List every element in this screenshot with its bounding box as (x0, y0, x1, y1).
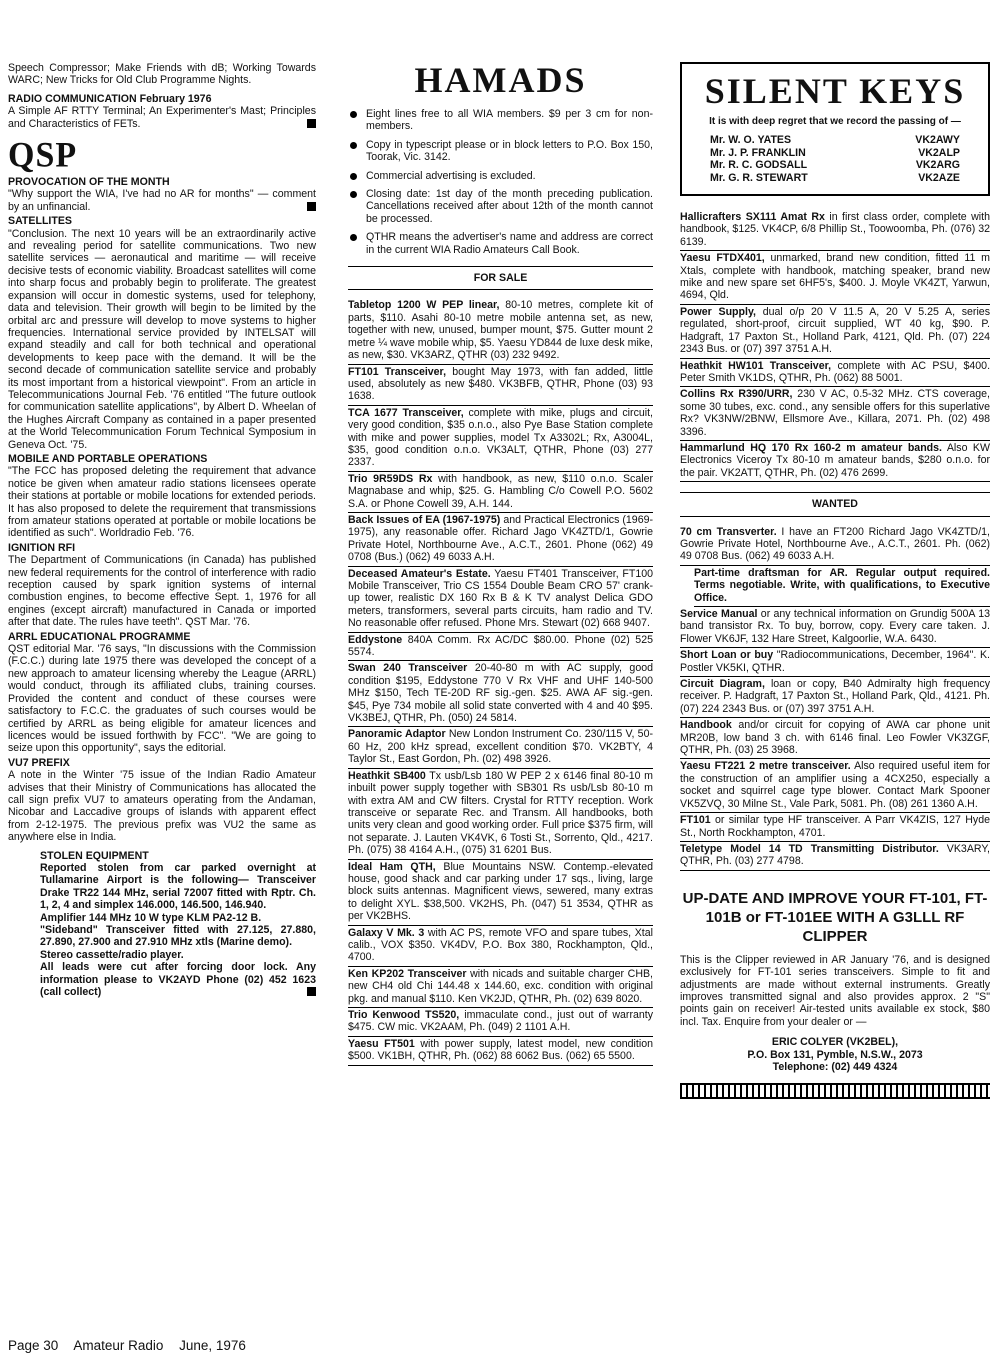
classified-ad (680, 525, 990, 566)
classified-ad (694, 566, 990, 607)
section-body: "The FCC has proposed deleting the requirement that advance notice be given when amateur radio stations licensees operate their stations at portable or mobile locations for extended periods. It has also proposed to delete the requirement that transmissions from amateur stations operated at portable or mobile locations be identified as such". Worldradio Feb. '76. (8, 465, 316, 540)
ad-title: Eddystone (348, 633, 403, 646)
hamads-rule (348, 188, 653, 225)
section-heading: VU7 PREFIX (8, 756, 70, 769)
for-sale-heading: FOR SALE (348, 266, 653, 290)
column-hamads (348, 62, 653, 1066)
silent-key-call: VK2AWY (915, 134, 960, 147)
silent-key-call: VK2ARG (915, 159, 960, 172)
classified-ad (348, 567, 653, 633)
ad-title: Teletype Model 14 TD Transmitting Distributor. (680, 842, 939, 855)
ad-text: 230 V AC, 0.5-32 MHz. CTS coverage, some 30 tubes, exc. cond., any sensible offers for this superlative Rx? VK3NW/2BNW, Ellsmore Ave., Killara, 2071. Ph. (02) 498 3396. (680, 388, 990, 438)
ad-text: or any technical information on Grundig 500A 13 band transistor Rx. To buy, borrow, copy. Every care taken. J. Flower VK6JF, 132 Hare Street, Kalgoorlie, W.A. 6430. (680, 608, 990, 645)
ad-title: Trio 9R59DS Rx (348, 472, 433, 485)
radio-comm-text: A Simple AF RTTY Terminal; An Experimenter's Mast; Principles and Characteristics of FETs. (8, 105, 316, 130)
section-heading: ARRL EDUCATIONAL PROGRAMME (8, 630, 191, 643)
silent-key-call: VK2AZE (918, 171, 960, 184)
ad-title: Ken KP202 Transceiver (348, 967, 467, 980)
silent-key-entry (692, 172, 978, 184)
ad-text: Part-time draftsman for AR. Regular output required. Terms negotiable. Write, with qualifications, to Executive Office. (694, 566, 990, 604)
end-mark-icon (307, 987, 316, 996)
ad-text: 840A Comm. Rx AC/DC $80.00. Phone (02) 525 5574. (348, 633, 653, 659)
stolen-item-text: "Sideband" Transceiver fitted with 27.125, 27.880, 27.890, 27.900 and 27.910 MHz xtls (Marine demo). (40, 924, 316, 949)
ad-text: with power supply, latest model, new condition $500. VK1BH, QTHR, Ph. (062) 88 6062 Bus. (062) 65 5500. (348, 1037, 653, 1063)
classified-ad (680, 607, 990, 648)
silent-key-name: Mr. R. C. GODSALL (710, 159, 808, 172)
classified-ad (680, 441, 990, 482)
hamads-rule (348, 108, 653, 133)
radio-comm-heading: RADIO COMMUNICATION February 1976 (8, 92, 212, 105)
rule-text: Closing date: 1st day of the month preceding publication. Cancellations received after about 12th of the month cannot be processed. (366, 188, 653, 225)
wanted-heading: WANTED (680, 492, 990, 516)
ad-title: Collins Rx R390/URR, (680, 388, 793, 401)
issue-date: June, 1976 (179, 1338, 246, 1353)
contact-line: ERIC COLYER (VK2BEL), (771, 1036, 899, 1049)
ad-title: Back Issues of EA (1967-1975) (348, 513, 501, 526)
section-heading: SATELLITES (8, 215, 72, 228)
ad-text: I have an FT200 Richard Jago VK4ZTD/1, Gowrie Private Hotel, Northbourne Ave., A.C.T., 2601. Ph. (062) 49 0708 Bus. (062) 49 6033 A.H. (680, 525, 990, 563)
classified-ad (680, 718, 990, 759)
ad-text: immaculate cond., just out of warranty $475. CW mic. VK2AAM, Ph. (049) 2 1101 A.H. (348, 1009, 653, 1034)
section-heading: PROVOCATION OF THE MONTH (8, 176, 170, 189)
ad-title: Yaesu FT221 2 metre transceiver. (680, 760, 851, 773)
bullet-icon (350, 191, 357, 198)
page-footer (8, 1338, 258, 1353)
silent-key-entry (692, 134, 978, 146)
ad-title: Hammarlund HQ 170 Rx 160-2 m amateur bands. (680, 441, 942, 454)
end-mark-icon (307, 119, 316, 128)
stolen-items (40, 862, 316, 998)
ad-text: with handbook, as new, $110 o.n.o. Scaler Magnabase and whip, $25. G. Hambling C/o Cowell P.O. 5602 S.A. or Phone Cowell 39, A.H. 144. (348, 472, 653, 510)
hamads-rule (348, 231, 653, 256)
silent-keys-box (680, 62, 990, 196)
classified-ad (680, 305, 990, 359)
ad-title: Short Loan or buy (680, 649, 774, 662)
ad-title: 70 cm Transverter. (680, 525, 777, 538)
hamads-rules (348, 108, 653, 256)
rule-text: Eight lines free to all WIA members. $9 per 3 cm for non-members. (366, 108, 653, 133)
classified-ad (348, 633, 653, 662)
section-text (8, 643, 316, 755)
classified-ad (348, 860, 653, 926)
ad-title: Tabletop 1200 W PEP linear, (348, 299, 500, 312)
ad-text: and/or circuit for copying of AWA car phone unit MR20B, low band 3 ch. with 6146 final. Leo Fowler VK3ZGF, QTHR, Ph. (03) 25 3968. (680, 719, 991, 757)
ad-text: in first class order, complete with handbook, $125. VK4CP, 6/8 Phillip St., Toowoomba, Ph. (076) 32 6139. (680, 211, 990, 248)
ad-text: dual o/p 20 V 11.5 A, 20 V 5.25 A, series regulated, short-proof, circuit supplied, WT 40 kg, $90. P. Hadgraft, 17 Paxton St., Holland Park, 4121, Qld. Ph. (07) 224 2343 Bus. or (07) 397 3751 A.H. (680, 305, 990, 356)
ad-text: bought May 1973, with fan added, little used, absolutely as new $480. VK3BFB, QTHR, Phone (03) 93 1638. (348, 365, 653, 403)
qsp-sections (8, 176, 316, 844)
ad-title: Power Supply, (680, 305, 756, 318)
clipper-title: UP-DATE AND IMPROVE YOUR FT-101, FT-101B or FT-101EE WITH A G3LLL RF CLIPPER (682, 889, 988, 945)
ad-text: with nicads and suitable charger CHB, new CH4 old Chi 144.48 x 144.60, exc. condition with original pkg. and manual $110. Ken VK2JD, QTHR, Ph. (02) 639 8020. (348, 967, 653, 1005)
silent-key-call: VK2ALP (918, 146, 960, 159)
ad-title: Swan 240 Transceiver (348, 662, 468, 675)
stolen-item (40, 949, 316, 961)
ad-title: Ideal Ham QTH, (348, 860, 436, 873)
ad-title: Circuit Diagram, (680, 678, 765, 691)
for-sale-ads (348, 298, 653, 1065)
classified-ad (348, 513, 653, 567)
ad-text: and Practical Electronics (1969-1975), any reasonable offer. Richard Jago VK4ZTD/1, Gowrie Private Hotel, Northbourne Ave., A.C.T., 2601. Phone (062) 49 0708 (Bus.) (062) 49 6033 A.H. (348, 513, 654, 564)
clipper-body: This is the Clipper reviewed in AR January '76, and is designed exclusively for FT-101 series transceivers. Simple to fit and adjustments are made without external instruments. Greatly improves transmitted signal and also provides approx. 2 "S" points gain on receiver! Air-tested units available ex stock, $80 incl. Tax. Enquire from your dealer or — (680, 953, 990, 1028)
stolen-item (40, 961, 316, 998)
wanted-ads (680, 525, 990, 871)
ad-text: or similar type HF transceiver. A Parr VK4ZIS, 127 Hyde St., North Rockhampton, 4701. (680, 814, 990, 839)
section-heading: IGNITION RFI (8, 541, 76, 554)
ad-title: TCA 1677 Transceiver, (348, 406, 464, 419)
stolen-equipment (40, 850, 316, 999)
ad-text: Also required useful item for the construction of an amplifier using a 4CX250, especially a socket and squirrel cage type blower. Contact Mark Spooner VK5ZVQ, 30 Milne St., Vale Park, 5081. Ph. (08) 261 1360 A.H. (680, 760, 990, 810)
ad-title: Heathkit HW101 Transceiver, (680, 359, 832, 372)
ad-text: complete with mike, plugs and circuit, very good condition, $35 o.n.o., also Pye Base Station complete with mike and power supplies, model Tx A3302L; Rx, A3004L, $35, good condition o.n.o. VK3ALT, QTHR, Phone (03) 277 2337. (348, 406, 653, 469)
ad-text: complete with AC PSU, $400. Peter Smith VK1DS, QTHR, Ph. (062) 88 5001. (680, 359, 991, 384)
silent-keys-title: SILENT KEYS (704, 71, 966, 111)
contact-line: Telephone: (02) 449 4324 (772, 1060, 898, 1073)
rule-text: Commercial advertising is excluded. (366, 169, 536, 182)
ad-text: New London Instrument Co. 230/115 V, 50-60 Hz, 200 kHz spread, excellent condition $70. VK2BTY, 4 Taylor St., East Gordon, Ph. (02) 498 3926. (348, 728, 653, 766)
right-for-sale-ads (680, 210, 990, 482)
silent-key-name: Mr. J. P. FRANKLIN (710, 146, 806, 159)
section-body: QST editorial Mar. '76 says, "In discussions with the Commission (F.C.C.) during late 1975 there was developed the concept of a new approach to amateur licensing whereby the League (ARRL) would conduct, through its affiliated clubs, training courses. Provided the content and conduct of these courses were satisfactory to F.C.C. the graduates of such courses would be certified by ARRL as being eligible for amateur licences and licences would be issued forthwith by FCC". "We are going to seize upon this opportunity", says the editorial. (8, 643, 316, 755)
ad-title: Yaesu FT501 (348, 1037, 415, 1050)
stolen-item (40, 924, 316, 949)
silent-key-entry (692, 147, 978, 159)
ad-text: with AC PS, remote VFO and spare tubes, Xtal calib., VOX $350. VK4DV, P.O. Box 380, Rockhampton, Qld., 4700. (348, 926, 653, 964)
ad-text: 80-10 metres, complete kit of parts, $110. Asahi 80-10 metre mobile antenna set, as new, together with new, unused, bumper mount, $75. Gutter mount 2 metre ¼ wave mobile whip, $5. Yaesu YD844 de luxe desk mike, as new, $30. VK3ARZ, QTHR (03) 232 9492. (348, 299, 653, 362)
silent-keys-intro: It is with deep regret that we record the passing of — (709, 116, 961, 127)
silent-key-entry (692, 159, 978, 171)
ad-title: FT101 (680, 814, 711, 827)
classified-ad (348, 365, 653, 406)
classified-ad (348, 298, 653, 364)
classified-ad (348, 967, 653, 1008)
bullet-icon (350, 111, 357, 118)
classified-ad (348, 1037, 653, 1066)
ad-title: Service Manual (680, 608, 758, 620)
stolen-heading: STOLEN EQUIPMENT (40, 849, 149, 862)
hamads-title: HAMADS (414, 60, 587, 100)
hamads-rule (348, 170, 653, 182)
classified-ad (348, 406, 653, 472)
section-text (8, 554, 316, 628)
section-text (8, 228, 316, 451)
ad-text: "Radiocommunications, December, 1964". K. Postler VK5KI, QTHR. (680, 649, 990, 674)
ad-text: VK3ARY, QTHR, Ph. (03) 277 4798. (680, 842, 990, 868)
stolen-item (40, 912, 316, 924)
ad-title: FT101 Transceiver, (348, 365, 447, 378)
page-number: Page 30 (8, 1338, 59, 1353)
magazine-name: Amateur Radio (73, 1338, 164, 1353)
ad-title: Panoramic Adaptor (348, 728, 446, 741)
section-text (8, 188, 316, 213)
column-qsp (8, 62, 316, 998)
ad-title: Handbook (680, 719, 732, 732)
ad-title: Deceased Amateur's Estate. (348, 567, 491, 580)
ad-text: Yaesu FT401 Transceiver, FT100 Mobile Transceiver, Trio CS 1554 Double Beam CRO 57' crank-up tower, realistic DX 160 Rx B & K TV analyst Delica GDO meters, transformers, several parts circuits, ham radio and TV. No reasonable offer refused. Phone Mrs. Stewart (02) 668 9407. (348, 567, 653, 630)
bullet-icon (350, 234, 357, 241)
clipper-advert (680, 889, 990, 1100)
rule-text: Copy in typescript please or in block letters to P.O. Box 150, Toorak, Vic. 3142. (366, 138, 653, 164)
stolen-item-text: Stereo cassette/radio player. (40, 948, 184, 961)
classified-ad (680, 251, 990, 305)
bullet-icon (350, 173, 357, 180)
prev-issue-text: Speech Compressor; Make Friends with dB; Working Towards WARC; New Tricks for Old Club Programme Nights. (8, 62, 316, 87)
ad-text: Also KW Electronics Viceroy Tx 80-10 m amateur bands, $280 o.n.o. for the pair. VK2ATT, QTHR, Ph. (02) 476 2699. (680, 441, 990, 479)
ad-text: loan or copy, B40 Admiralty high frequency receiver. P. Hadgraft, 17 Paxton St., Holland Park, Qld., 4121. Ph. (07) 224 2343 Bus. or (07) 397 3751 A.H. (680, 678, 991, 715)
section-text (8, 465, 316, 539)
classified-ad (348, 727, 653, 768)
section-body: A note in the Winter '75 issue of the Indian Radio Amateur advises that their Ministry of Communications has allocated the call sign prefix VU7 to amateurs operating from the Andaman, Nicobar and Laccadive groups of islands with apparent effect from 2-12-1975. The previous prefix was VU2 the same as anywhere else in India. (8, 769, 316, 844)
stolen-item-text: Reported stolen from car parked overnight at Tullamarine Airport is the following— Transceiver Drake TR22 144 MHz, serial 72007 fitted with Rptr. Ch. 1, 2, 4 and simplex 146.000, 146.500, 146.940. (40, 861, 316, 912)
classified-ad (680, 813, 990, 842)
classified-ad (680, 387, 990, 441)
classified-ad (348, 661, 653, 727)
ad-text: Blue Mountains NSW. Contemp.-elevated house, good shack and car parking under 17 sqs., living, large block suits antennas. Magnificent views, sewered, many extras to delight XYL. $38,500. VK2HS, Ph. (047) 51 3534, QTHR as per VK2BHS. (348, 860, 653, 923)
section-body: "Why support the WIA, I've had no AR for months" — comment by an unfinancial. (8, 188, 316, 213)
silent-key-name: Mr. G. R. STEWART (710, 171, 808, 184)
section-heading: MOBILE AND PORTABLE OPERATIONS (8, 452, 208, 465)
ad-text: 20-40-80 m with AC supply, good condition $195, Eddystone 770 V Rx VHF and UHF 140-500 MHz $150, Tech TE-20D RF sig.-gen. $25. AWA AF sig.-gen. $45, Pye 734 mobile all solid state converted with 4 and 40 $95. VK3BEJ, QTHR, Ph. (050) 24 5814. (348, 662, 653, 725)
column-right (680, 62, 990, 1099)
section-body: "Conclusion. The next 10 years will be an extraordinarily active and revealing period for satellite communications. Two new satellite services — aeronautical and maritime — will receive decisive tests of economic viability. Broadcast satellites will come into sharp focus and probably begin to proliferate. The greatest expansion will occur in domestic systems, used for telephony, data and television. Their growth will begin to be limited by the orbital arc and pressure will develop to move systems to higher frequencies. International service provided by INTELSAT will expand steadily and call for both technical and operational developments to keep pace with the demand. It will be the second decade of communication satellite service and probably its most important from a historical viewpoint". From an article in Telecommunications Journal Feb. '76 entitled "The future outlook for communication satellite applications", by Albert D. Wheelan of the Hughes Aircraft Company as contained in a paper presented at the World Telecommunication Forum Technical Symposium in Geneva Oct. '75. (8, 227, 316, 451)
bullet-icon (350, 142, 357, 149)
classified-ad (348, 926, 653, 967)
classified-ad (680, 842, 990, 871)
silent-key-name: Mr. W. O. YATES (710, 134, 792, 147)
section-text (8, 769, 316, 843)
stolen-item (40, 862, 316, 912)
classified-ad (680, 648, 990, 677)
stolen-item-text: Amplifier 144 MHz 10 W type KLM PA2-12 B. (40, 911, 262, 924)
classified-ad (348, 1008, 653, 1037)
ad-title: Hallicrafters SX111 Amat Rx (680, 211, 825, 224)
end-mark-icon (307, 202, 316, 211)
contact-line: P.O. Box 131, Pymble, N.S.W., 2073 (747, 1048, 923, 1061)
silent-keys-list (692, 134, 978, 184)
ad-text: unmarked, brand new condition, fitted 11 m Xtals, complete with handbook, matching speaker, brand new mike and new spare set 6HF5's, $400. J. Moyle VK4ZT, Yarwun, 4694, Qld. (680, 252, 990, 302)
greek-key-border (680, 1083, 990, 1099)
clipper-contact (680, 1036, 990, 1073)
qsp-title: QSP (8, 135, 78, 175)
hamads-rule (348, 139, 653, 164)
ad-title: Heathkit SB400 (348, 769, 426, 782)
ad-text: Tx usb/Lsb 180 W PEP 2 x 6146 final 80-10 m inbuilt power supply together with SB301 Rs usb/Lsb 80-10 m with extra AM and CW filters. Crystal for RTTY reception. Work transceive or separate Rec. and Transm. All handbooks, both units very clean and good working order. Full price $375 firm, will not separate. J. Lauten VK4VK, 6 Tosti St., Sorrento, Qld., 4217. Ph. (075) 38 4164 A.H., (075) 31 6201 Bus. (348, 769, 653, 857)
classified-ad (680, 210, 990, 251)
stolen-item-text: All leads were cut after forcing door lock. Any information please to VK2AYD Phone (02) 452 1623 (call collect) (40, 961, 316, 999)
ad-title: Yaesu FTDX401, (680, 252, 765, 265)
classified-ad (680, 677, 990, 718)
classified-ad (348, 472, 653, 513)
ad-title: Trio Kenwood TS520, (348, 1009, 460, 1021)
classified-ad (680, 359, 990, 388)
rule-text: QTHR means the advertiser's name and address are correct in the current WIA Radio Amateurs Call Book. (366, 231, 653, 256)
section-body: The Department of Communications (in Canada) has published new federal requirements for the control of interference with radio reception caused by spark ignition systems of internal combustion engines, to become effective Sept. 1, 1976 for all engines (except aircraft) manufactured in Canada or imported after that date. The rules have teeth". QST Mar. '76. (8, 554, 316, 629)
classified-ad (348, 769, 653, 860)
ad-title: Galaxy V Mk. 3 (348, 926, 425, 939)
classified-ad (680, 759, 990, 813)
